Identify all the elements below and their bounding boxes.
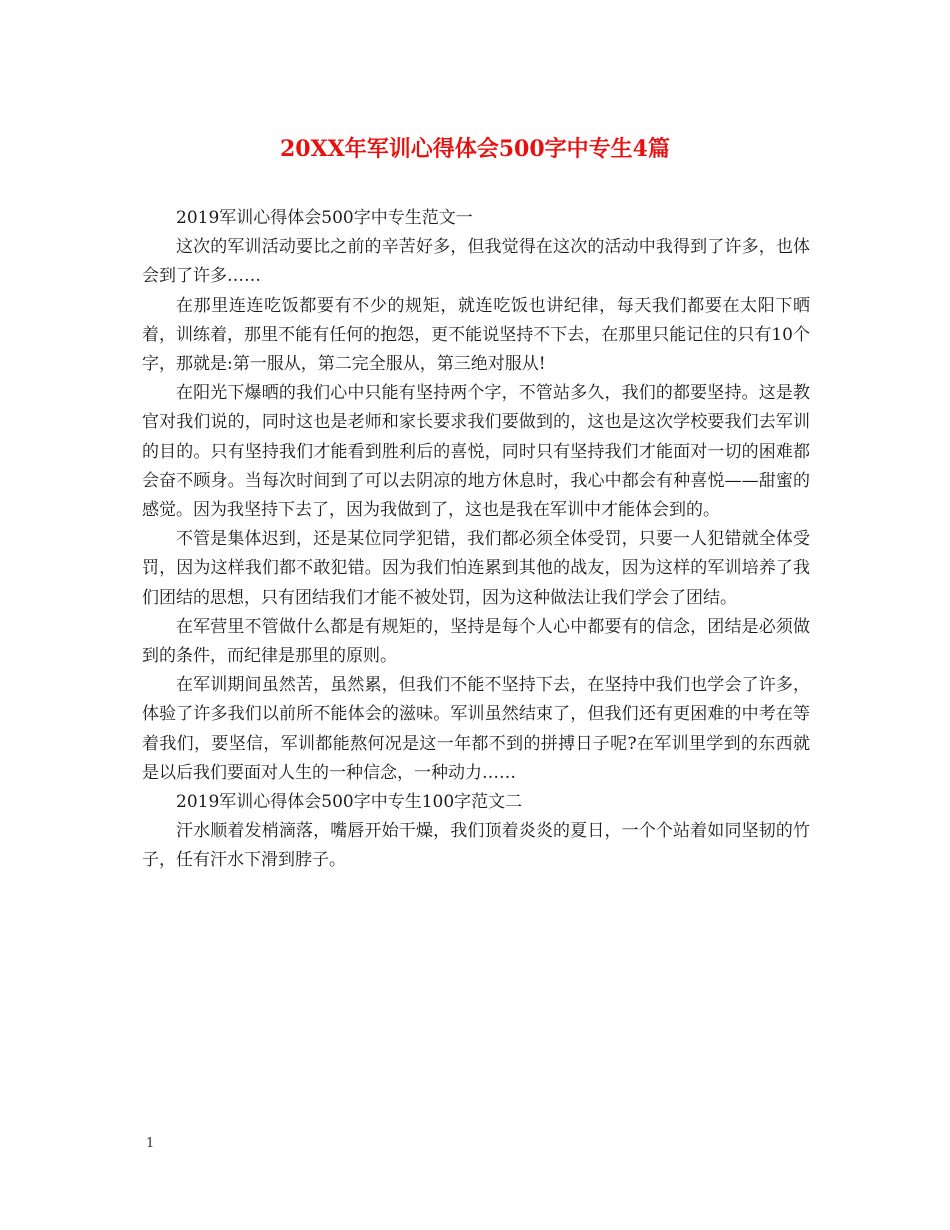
section-heading-1: 2019军训心得体会500字中专生范文一 <box>176 208 473 228</box>
paragraph: 在那里连连吃饭都要有不少的规矩，就连吃饭也讲纪律，每天我们都要在太阳下晒着，训练着，那里不能有任何的抱怨，更不能说坚持不下去，在那里只能记住的只有10个字，那就是:第一服从，第二完全服从，第三绝对服从! <box>142 295 810 375</box>
document-body <box>142 204 810 876</box>
document-title: 20XX年军训心得体会500字中专生4篇 <box>280 136 670 162</box>
paragraph: 在军训期间虽然苦，虽然累，但我们不能不坚持下去，在坚持中我们也学会了许多，体验了许多我们以前所不能体会的滋味。军训虽然结束了，但我们还有更困难的中考在等着我们，要坚信，军训都能熬何况是这一年都不到的拼搏日子呢?在军训里学到的东西就是以后我们要面对人生的一种信念，一种动力…… <box>142 675 810 783</box>
paragraph: 这次的军训活动要比之前的辛苦好多，但我觉得在这次的活动中我得到了许多，也体会到了许多…… <box>142 237 810 287</box>
section-heading-2: 2019军训心得体会500字中专生100字范文二 <box>176 792 523 813</box>
page-number: 1 <box>146 1136 155 1151</box>
paragraph: 汗水顺着发梢滴落，嘴唇开始干燥，我们顶着炎炎的夏日，一个个站着如同坚韧的竹子，任有汗水下滑到脖子。 <box>142 821 810 871</box>
paragraph: 在阳光下爆晒的我们心中只能有坚持两个字，不管站多久，我们的都要坚持。这是教官对我们说的，同时这也是老师和家长要求我们要做到的，这也是这次学校要我们去军训的目的。只有坚持我们才能看到胜利后的喜悦，同时只有坚持我们才能面对一切的困难都会奋不顾身。当每次时间到了可以去阴凉的地方休息时，我心中都会有种喜悦——甜蜜的感觉。因为我坚持下去了，因为我做到了，这也是我在军训中才能体会到的。 <box>142 383 810 521</box>
paragraph: 不管是集体迟到，还是某位同学犯错，我们都必须全体受罚，只要一人犯错就全体受罚，因为这样我们都不敢犯错。因为我们怕连累到其他的战友，因为这样的军训培养了我们团结的思想，只有团结我们才能不被处罚，因为这种做法让我们学会了团结。 <box>142 529 810 608</box>
paragraph: 在军营里不管做什么都是有规矩的，坚持是每个人心中都要有的信念，团结是必须做到的条件，而纪律是那里的原则。 <box>142 616 810 667</box>
